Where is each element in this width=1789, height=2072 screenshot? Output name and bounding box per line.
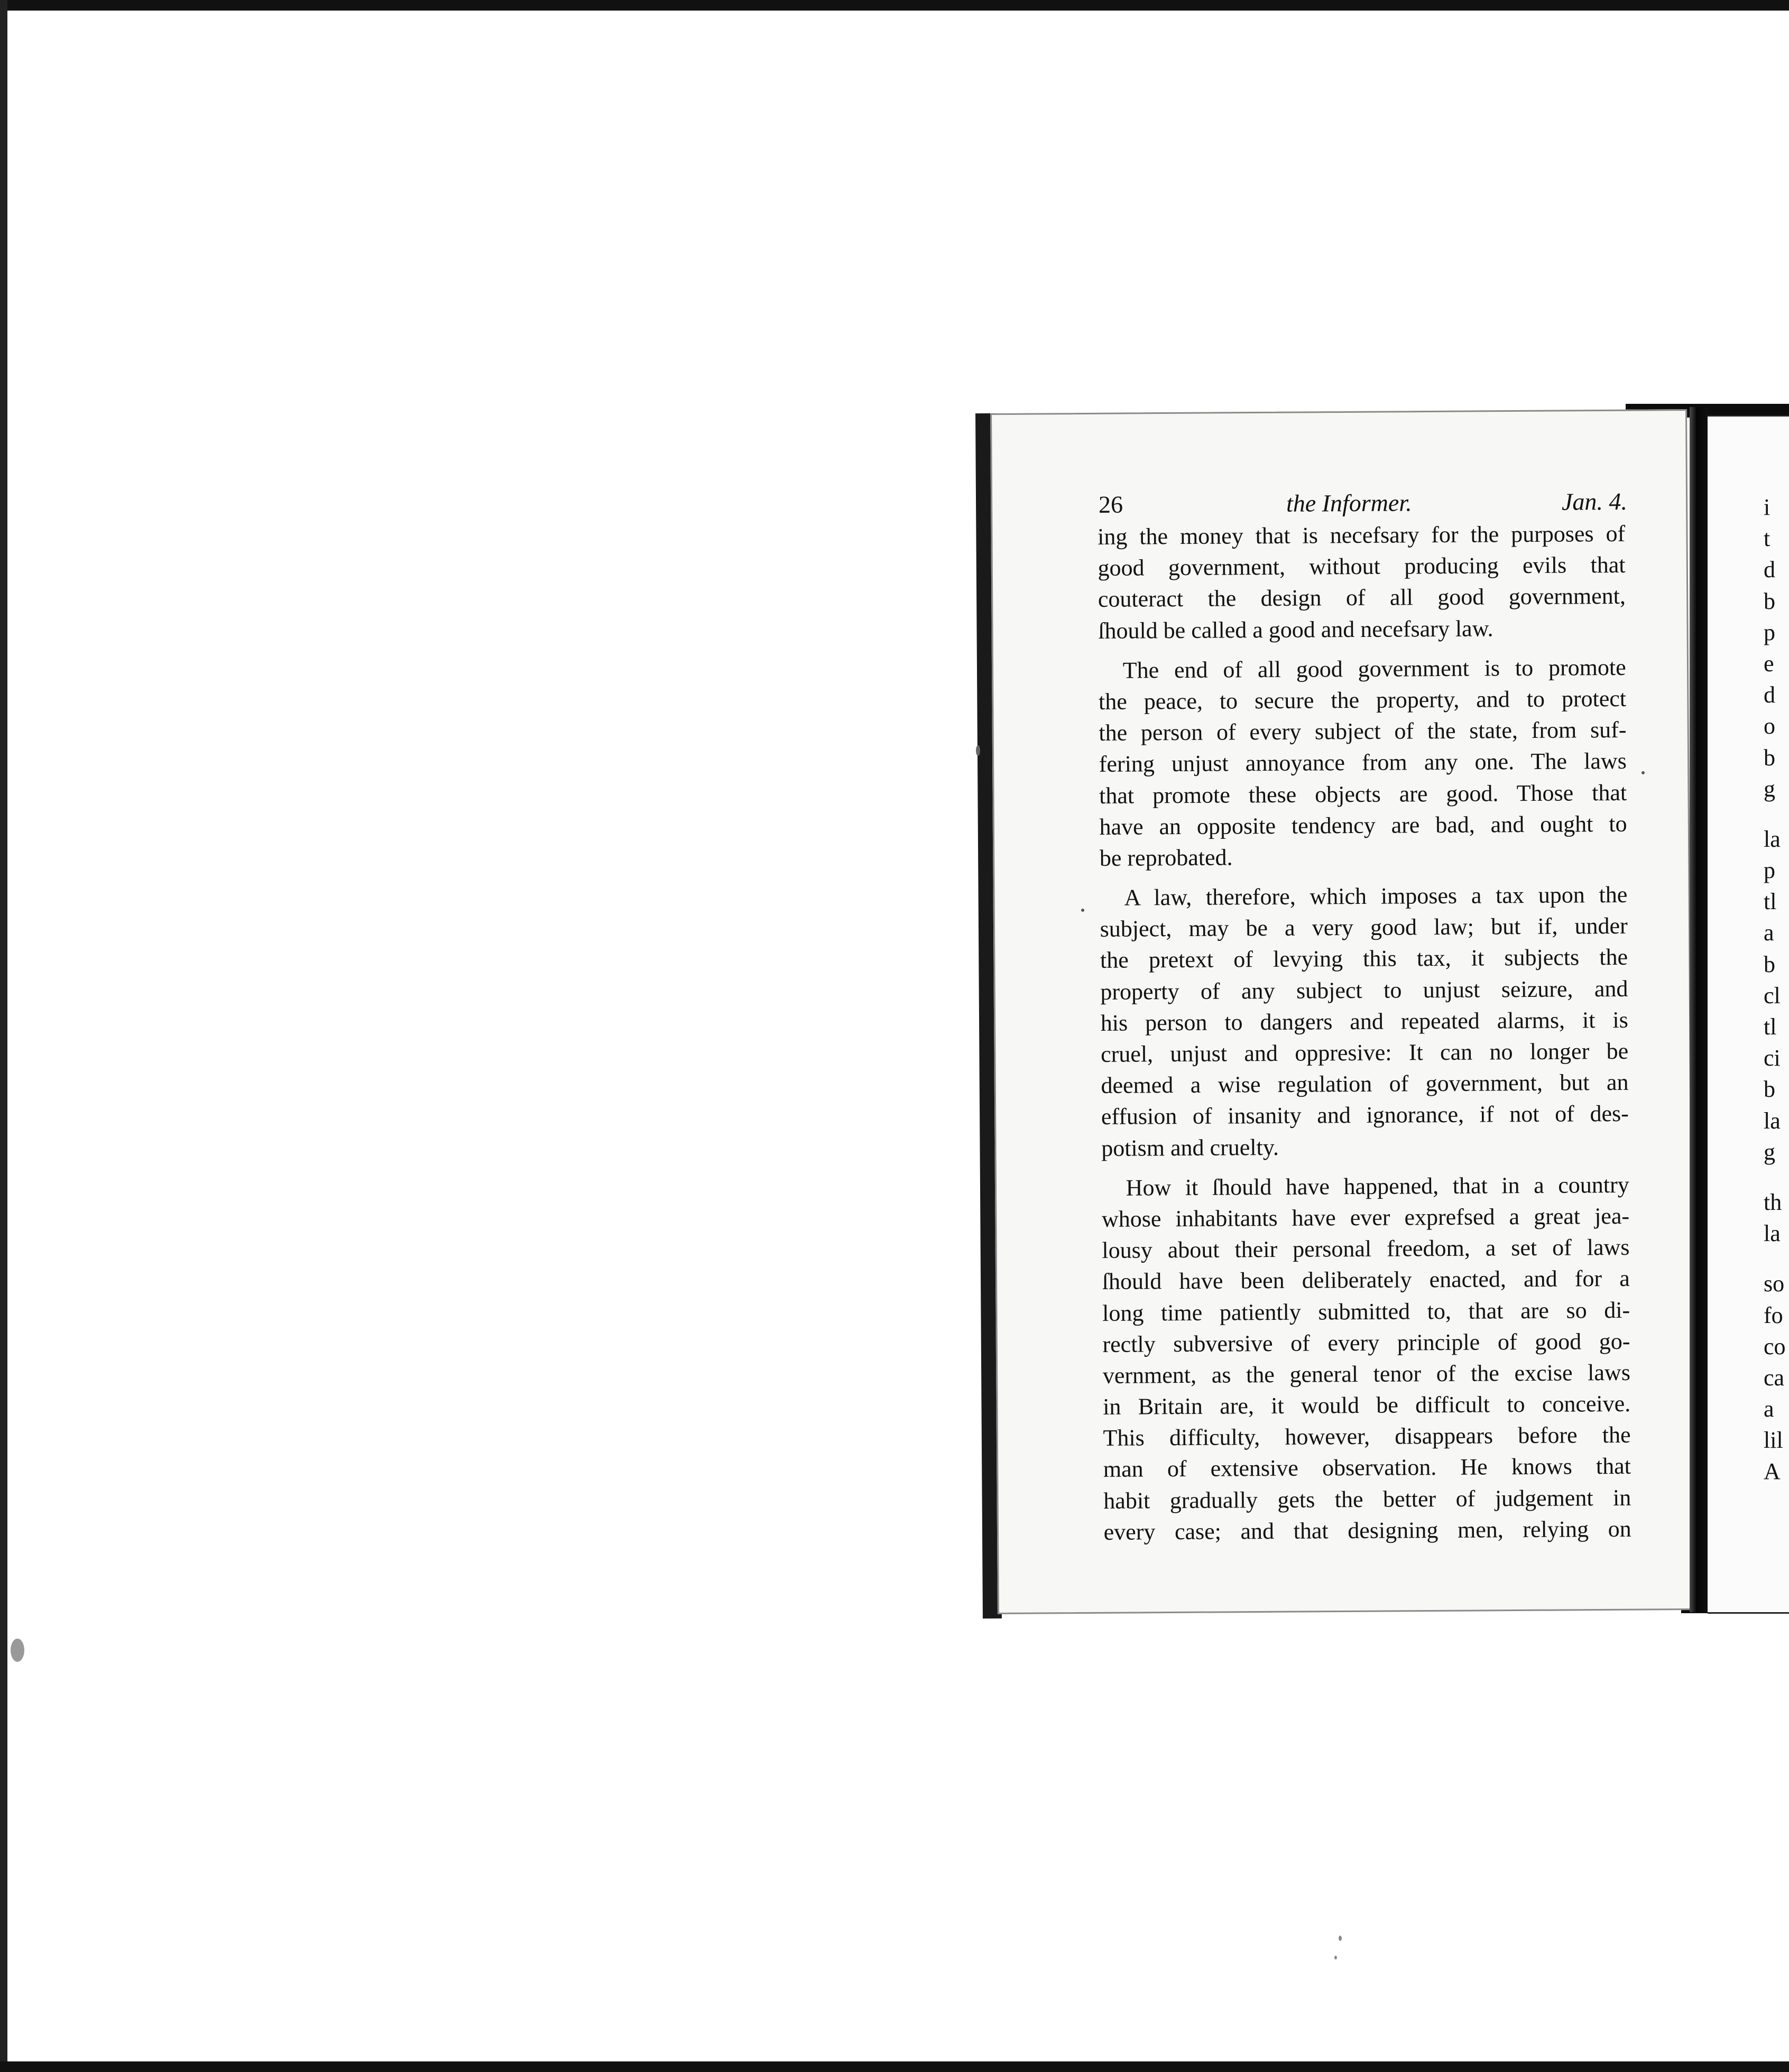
paragraph-first-line: How it ſhould have happened, that in a country: [1126, 1171, 1629, 1201]
fragment: d: [1764, 557, 1775, 583]
speck: [1334, 1956, 1337, 1959]
fragment: g: [1764, 1139, 1775, 1165]
text-line: that promote these objects are good. Those that: [1099, 779, 1627, 809]
fragment: la: [1764, 826, 1781, 852]
text-line: whose inhabitants have ever exprefsed a great jea-: [1101, 1202, 1630, 1232]
text-line: every case; and that designing men, relying on: [1103, 1515, 1631, 1545]
fragment: d: [1764, 682, 1775, 708]
fragment: th: [1764, 1189, 1782, 1215]
fragment: ci: [1764, 1045, 1781, 1071]
running-header: [1099, 487, 1627, 522]
paragraph-first-line: The end of all good government is to promote: [1122, 654, 1626, 683]
text-line: ſhould have been deliberately enacted, and for a: [1102, 1265, 1630, 1295]
text-line: man of extensive observation. He knows that: [1103, 1453, 1631, 1483]
text-line: This difficulty, however, disappears before the: [1103, 1422, 1631, 1451]
text-line: ſhould be called a good and necefsary law.: [1098, 615, 1493, 644]
fragment: b: [1764, 744, 1775, 771]
text-line: the person of every subject of the state, from suf-: [1099, 717, 1627, 746]
film-border-left: [0, 0, 7, 2072]
fragment: la: [1764, 1107, 1781, 1134]
text-line: lousy about their personal freedom, a set of laws: [1102, 1234, 1630, 1264]
running-title: the Informer.: [1286, 489, 1412, 517]
fragment: b: [1764, 951, 1775, 977]
fragment: la: [1764, 1220, 1781, 1247]
paragraph-first-line: A law, therefore, which imposes a tax upon the: [1124, 881, 1628, 911]
speck: [1081, 909, 1084, 912]
fragment: a: [1764, 1396, 1774, 1422]
text-line: have an opposite tendency are bad, and ought to: [1099, 810, 1627, 840]
fragment: o: [1764, 713, 1775, 739]
film-border-bottom: [0, 2061, 1789, 2072]
text-line: ing the money that is necefsary for the purposes of: [1098, 520, 1626, 550]
text-line: long time patiently submitted to, that are so di-: [1102, 1297, 1630, 1326]
fragment: t: [1764, 525, 1770, 552]
text-line: fering unjust annoyance from any one. The laws: [1099, 748, 1627, 778]
fragment: A: [1764, 1458, 1781, 1485]
text-line: his person to dangers and repeated alarms, it is: [1100, 1006, 1628, 1036]
fragment: b: [1764, 588, 1775, 614]
text-line: effusion of insanity and ignorance, if not of des-: [1101, 1100, 1629, 1130]
fragment: b: [1764, 1076, 1775, 1103]
fragment: p: [1764, 857, 1775, 884]
fragment: i: [1764, 494, 1770, 520]
text-line: the peace, to secure the property, and to protect: [1098, 685, 1627, 715]
header-date: Jan. 4.: [1561, 487, 1628, 515]
speck: [976, 745, 980, 756]
text-line: vernment, as the general tenor of the excise laws: [1102, 1359, 1631, 1389]
text-line: deemed a wise regulation of government, but an: [1101, 1069, 1629, 1099]
text-line: cruel, unjust and oppresive: It can no longer be: [1101, 1038, 1629, 1067]
fragment: a: [1764, 920, 1774, 946]
speck: [11, 1639, 24, 1662]
text-line: subject, may be a very good law; but if, under: [1100, 913, 1628, 942]
text-line: potism and cruelty.: [1101, 1134, 1279, 1161]
film-border-top: [0, 0, 1789, 11]
text-line: rectly subversive of every principle of good go-: [1102, 1328, 1630, 1357]
fragment: e: [1764, 650, 1774, 677]
text-line: the pretext of levying this tax, it subjects the: [1100, 944, 1628, 974]
text-line: property of any subject to unjust seizure, and: [1100, 975, 1628, 1005]
fragment: so: [1764, 1271, 1785, 1297]
page-number: 26: [1098, 491, 1123, 519]
fragment: fo: [1764, 1302, 1783, 1328]
fragment: tl: [1764, 1014, 1777, 1040]
fragment: lil: [1764, 1427, 1783, 1454]
text-line: couteract the design of all good government,: [1098, 583, 1626, 613]
text-line: habit gradually gets the better of judgement in: [1103, 1484, 1631, 1514]
page-body-text: [1098, 518, 1631, 1548]
facing-page-cut-text: [1764, 492, 1789, 1487]
speck: [1339, 1936, 1342, 1941]
text-line: in Britain are, it would be difficult to conceive.: [1103, 1390, 1631, 1420]
fragment: tl: [1764, 889, 1777, 915]
fragment: p: [1764, 619, 1775, 645]
text-line: good government, without producing evils that: [1098, 552, 1626, 581]
text-line: be reprobated.: [1099, 844, 1233, 871]
fragment: cl: [1764, 982, 1781, 1009]
fragment: co: [1764, 1333, 1786, 1359]
fragment: g: [1764, 775, 1775, 802]
speck: [1642, 771, 1645, 774]
fragment: ca: [1764, 1364, 1785, 1391]
book-gutter: [1690, 407, 1708, 1612]
